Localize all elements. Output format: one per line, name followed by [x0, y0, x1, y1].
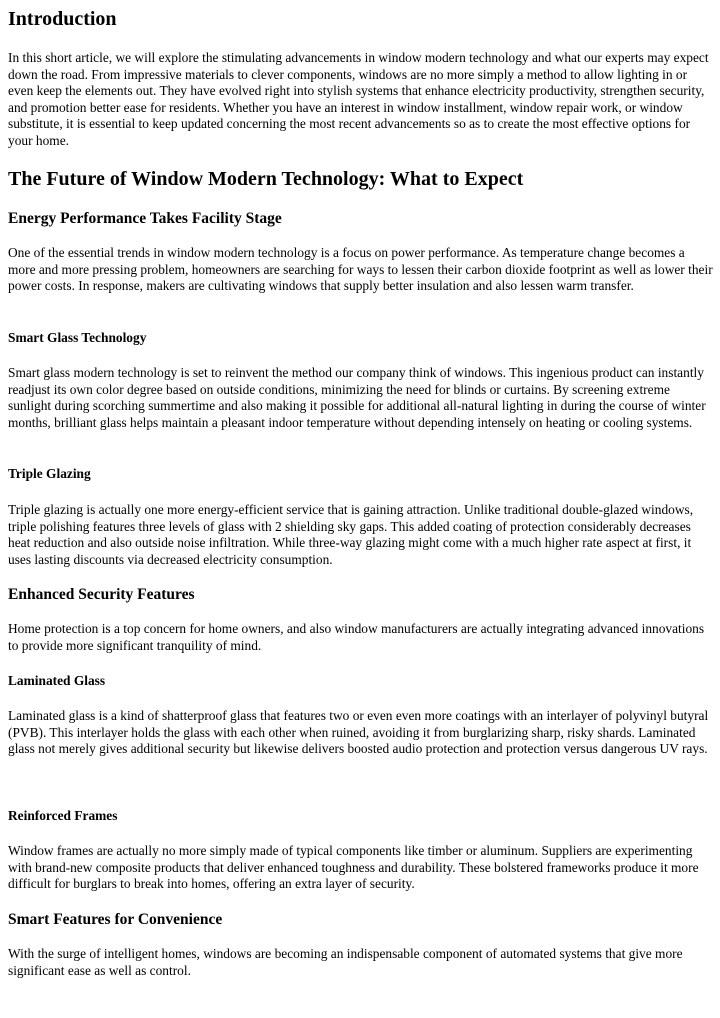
- intro-heading: Introduction: [8, 8, 117, 30]
- smart-glass-paragraph: Smart glass modern technology is set to reinvent the method our company think of windows. This ingenious product can instantly readjust its own color degree based on outside conditions, minimizing the need for blinds or curtains. By screening extreme sunlight during scorching summertime and also making it possible for additional all-natural lighting in during the course of winter months, brilliant glass helps maintain a pleasant indoor temperature without depending intensely on heating or cooling systems.: [8, 365, 706, 430]
- reinforced-frames-heading: Reinforced Frames: [8, 808, 118, 823]
- security-heading: Enhanced Security Features: [8, 586, 195, 603]
- laminated-glass-heading: Laminated Glass: [8, 673, 106, 688]
- security-paragraph: Home protection is a top concern for home owners, and also window manufacturers are actually integrating advanced innovations to provide more significant tranquility of mind.: [8, 621, 705, 653]
- main-heading: The Future of Window Modern Technology: What to Expect: [8, 168, 524, 190]
- triple-glazing-heading: Triple Glazing: [8, 466, 91, 481]
- triple-glazing-paragraph: Triple glazing is actually one more energy-efficient service that is gaining attraction. Unlike traditional double-glazed windows, triple polishing features three levels of glass with 2 shielding sky gaps. This added coating of protection considerably decreases heat reduction and also outside noise infiltration. While three-way glazing might come with a much higher rate aspect at first, it uses lasting discounts via decreased electricity consumption.: [8, 502, 694, 567]
- energy-heading: Energy Performance Takes Facility Stage: [8, 210, 282, 227]
- energy-paragraph: One of the essential trends in window modern technology is a focus on power performance. As temperature change becomes a more and more pressing problem, homeowners are searching for ways to lessen their carbon dioxide footprint as well as lower their power costs. In response, makers are cultivating windows that supply better insulation and also lessen warm transfer.: [8, 245, 713, 293]
- reinforced-frames-paragraph: Window frames are actually no more simply made of typical components like timber or aluminum. Suppliers are experimenting with brand-new composite products that deliver enhanced toughness and durability. These bolstered frameworks produce it more difficult for burglars to break into homes, offering an extra layer of security.: [8, 843, 699, 891]
- convenience-heading: Smart Features for Convenience: [8, 911, 223, 928]
- intro-paragraph: In this short article, we will explore the stimulating advancements in window modern technology and what our experts may expect down the road. From impressive materials to clever components, windows are no more simply a method to allow lighting in or even keep the elements out. They have evolved right into stylish systems that enhance electricity productivity, strengthen security, and promotion better ease for residents. Whether you have an interest in window installment, window repair work, or window substitute, it is essential to keep updated concerning the most recent advancements so as to create the most effective options for your home.: [8, 50, 709, 148]
- smart-glass-heading: Smart Glass Technology: [8, 330, 147, 345]
- convenience-paragraph: With the surge of intelligent homes, windows are becoming an indispensable component of automated systems that give more significant ease as well as control.: [8, 946, 683, 978]
- laminated-glass-paragraph: Laminated glass is a kind of shatterproof glass that features two or even even more coatings with an interlayer of polyvinyl butyral (PVB). This interlayer holds the glass with each other when ruined, avoiding it from burglarizing sharp, risky shards. Laminated glass not merely gives additional security but likewise delivers boosted audio protection and protection versus dangerous UV rays.: [8, 708, 709, 756]
